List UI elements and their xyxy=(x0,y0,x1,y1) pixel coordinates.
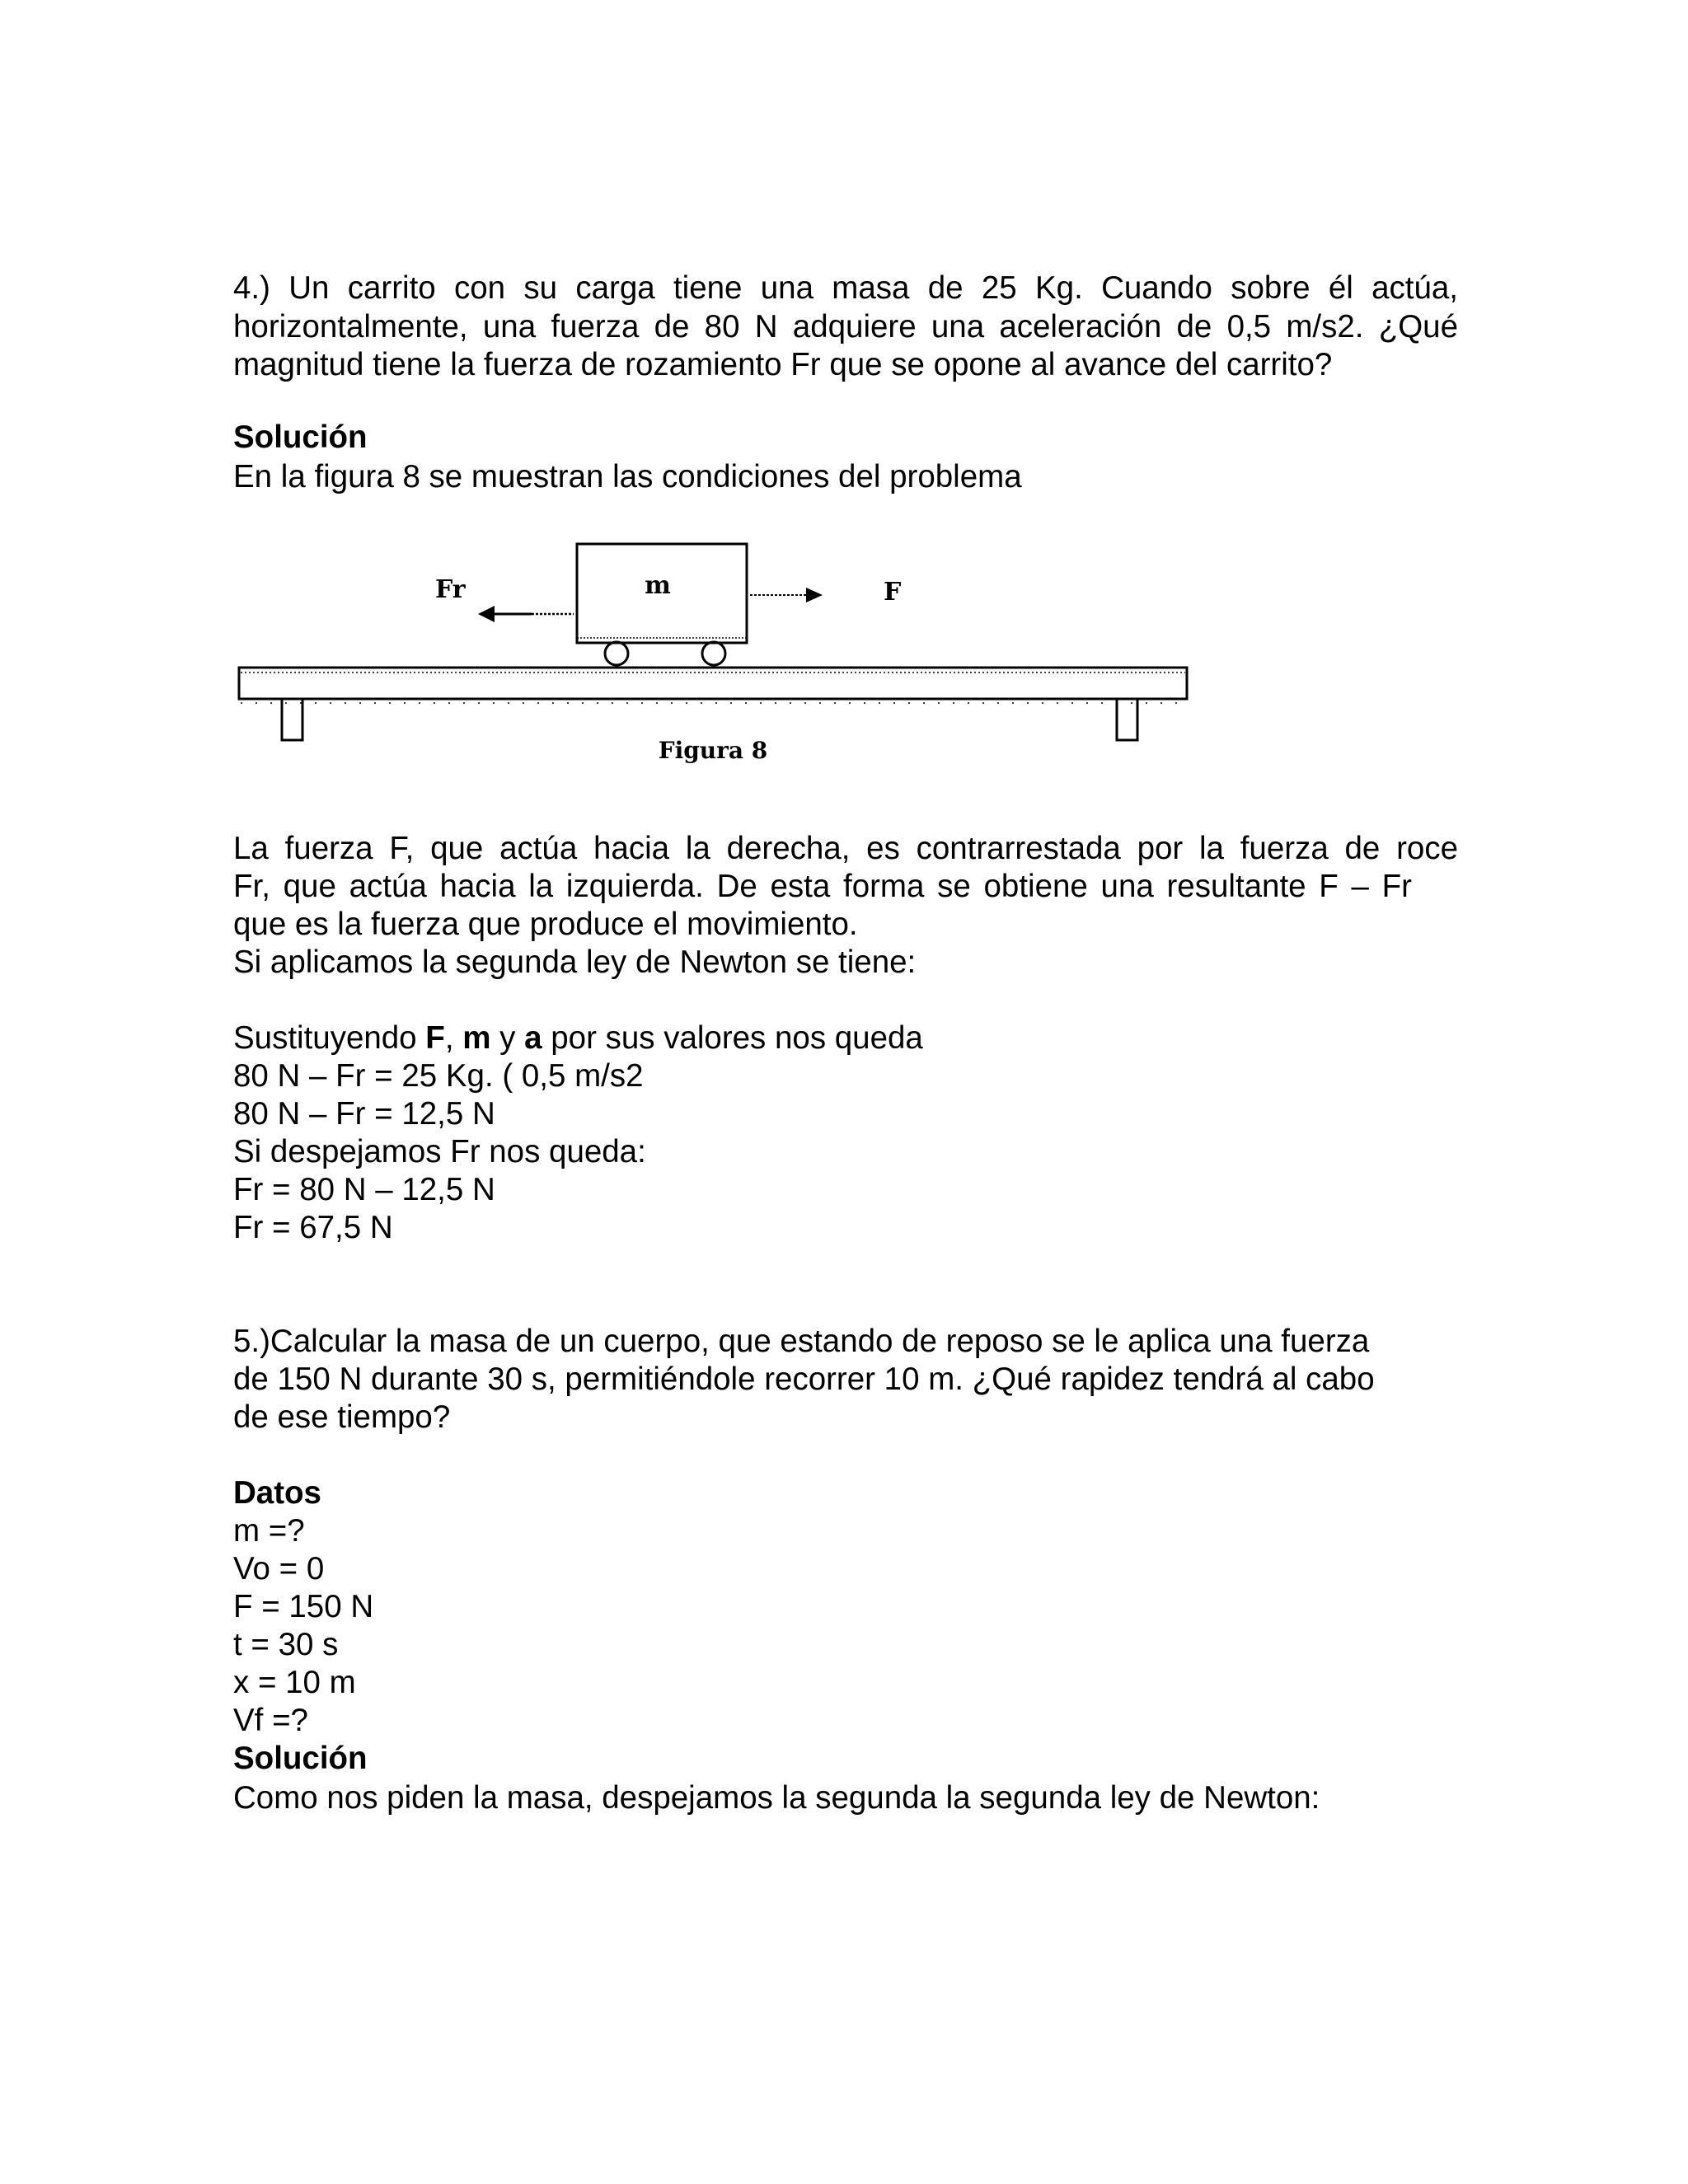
problem4-explanation-line-4: Si aplicamos la segunda ley de Newton se tiene: xyxy=(233,944,917,980)
problem4-statement-line-1: 4.) Un carrito con su carga tiene una masa de 25 Kg. Cuando sobre él actúa, xyxy=(233,270,1458,306)
problem4-statement-line-2: horizontalmente, una fuerza de 80 N adquiere una aceleración de 0,5 m/s2. ¿Qué xyxy=(233,309,1458,344)
substitution-var-f: F xyxy=(425,1020,445,1056)
substitution-var-a: a xyxy=(524,1020,542,1056)
substitution-sep-2: y xyxy=(490,1020,525,1056)
substitution-suffix: por sus valores nos queda xyxy=(542,1020,923,1056)
friction-arrow-head xyxy=(478,606,495,622)
problem5-statement-line-3: de ese tiempo? xyxy=(233,1399,451,1435)
table-leg-right xyxy=(1117,699,1137,740)
problem5-solution-heading: Solución xyxy=(233,1741,368,1776)
mass-label: m xyxy=(645,571,671,600)
force-arrow-head xyxy=(806,588,823,602)
substitution-sep-1: , xyxy=(444,1020,463,1056)
problem5-data-item: Vf =? xyxy=(233,1703,308,1738)
force-label: F xyxy=(884,578,902,607)
problem5-data-item: x = 10 m xyxy=(233,1665,356,1700)
substitution-var-m: m xyxy=(462,1020,491,1056)
problem4-explanation-line-3: que es la fuerza que produce el movimiento. xyxy=(233,907,858,942)
problem4-statement-line-3: magnitud tiene la fuerza de rozamiento Fr que se opone al avance del carrito? xyxy=(233,347,1333,382)
problem5-data-item: Vo = 0 xyxy=(233,1551,325,1586)
table-leg-left xyxy=(282,699,302,740)
problem5-data-item: F = 150 N xyxy=(233,1589,374,1624)
problem4-step-4: Fr = 80 N – 12,5 N xyxy=(233,1172,495,1207)
problem5-data-item: t = 30 s xyxy=(233,1627,339,1662)
problem5-statement-line-1: 5.)Calcular la masa de un cuerpo, que estando de reposo se le aplica una fuerza xyxy=(233,1324,1370,1359)
problem5-data-item: m =? xyxy=(233,1513,305,1549)
figure-caption: Figura 8 xyxy=(658,737,768,764)
problem4-step-3: Si despejamos Fr nos queda: xyxy=(233,1134,646,1169)
friction-label: Fr xyxy=(435,575,466,604)
wheel-left xyxy=(605,642,628,665)
problem4-substitution-line xyxy=(233,1019,923,1057)
problem5-solution-text: Como nos piden la masa, despejamos la segunda la segunda ley de Newton: xyxy=(233,1780,1320,1816)
problem4-explanation-line-1: La fuerza F, que actúa hacia la derecha, es contrarrestada por la fuerza de roce xyxy=(233,831,1458,866)
problem4-step-1: 80 N – Fr = 25 Kg. ( 0,5 m/s2 xyxy=(233,1058,644,1094)
problem4-explanation-line-2: Fr, que actúa hacia la izquierda. De esta forma se obtiene una resultante F – Fr xyxy=(233,869,1412,904)
problem5-data-heading: Datos xyxy=(233,1475,321,1511)
figure-8-diagram xyxy=(231,536,1195,775)
problem4-step-2: 80 N – Fr = 12,5 N xyxy=(233,1096,495,1132)
wheel-right xyxy=(702,642,725,665)
problem4-step-5: Fr = 67,5 N xyxy=(233,1210,393,1245)
problem5-statement-line-2: de 150 N durante 30 s, permitiéndole recorrer 10 m. ¿Qué rapidez tendrá al cabo xyxy=(233,1361,1375,1397)
problem4-solution-heading: Solución xyxy=(233,419,368,455)
problem4-figure-intro: En la figura 8 se muestran las condiciones del problema xyxy=(233,459,1022,494)
substitution-prefix: Sustituyendo xyxy=(233,1020,426,1056)
